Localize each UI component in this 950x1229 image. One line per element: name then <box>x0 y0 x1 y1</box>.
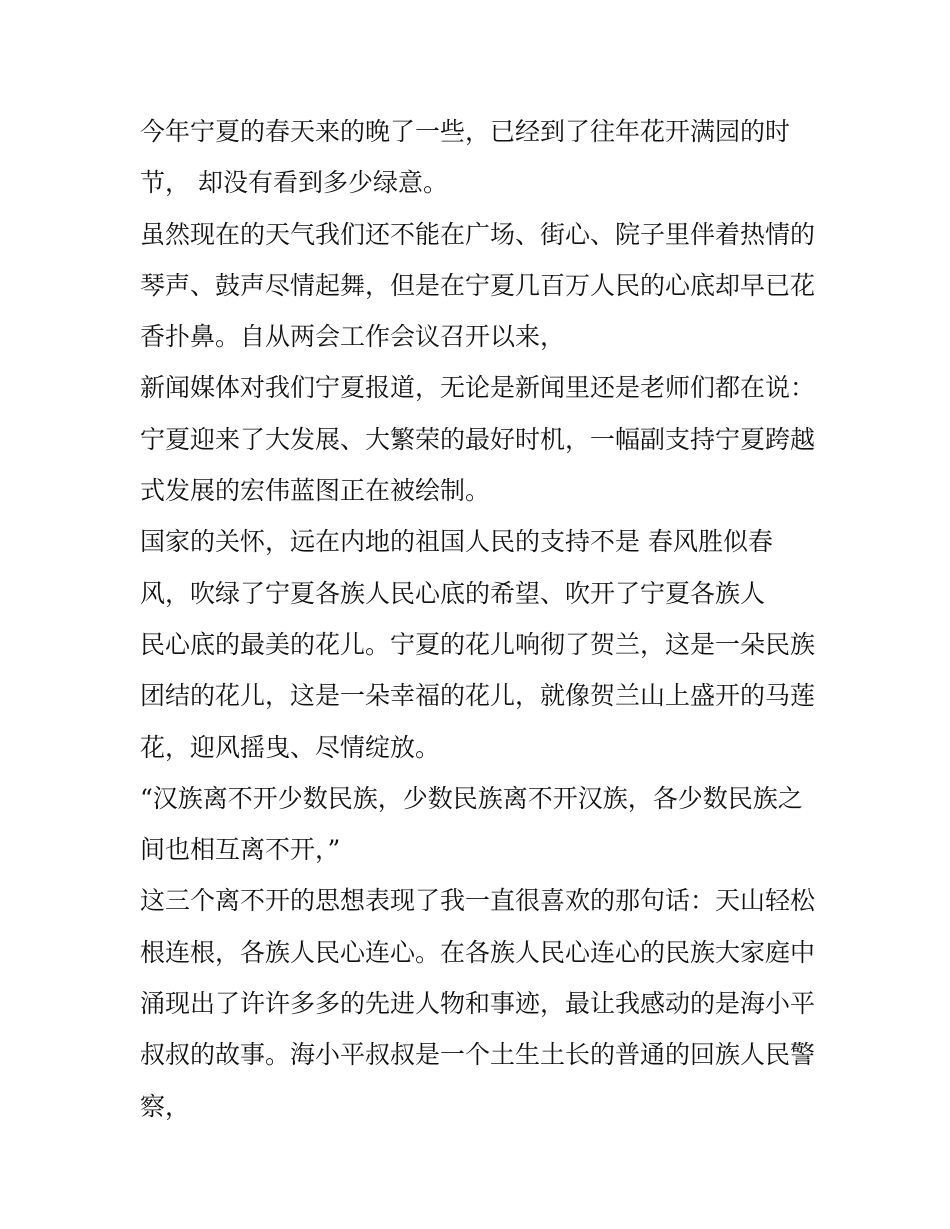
text-line: 根连根，各族人民心连心。在各族人民心连心的民族大家庭中 <box>140 937 816 967</box>
text-line: 涌现出了许许多多的先进人物和事迹，最让我感动的是海小平 <box>140 989 816 1019</box>
text-line: 国家的关怀，远在内地的祖国人民的支持不是 春风胜似春 <box>140 527 773 557</box>
text-line: 花，迎风摇曳、尽情绽放。 <box>140 732 441 762</box>
document-body <box>140 106 830 1132</box>
text-line: 宁夏迎来了大发展、大繁荣的最好时机，一幅副支持宁夏跨越 <box>140 424 816 454</box>
text-line: 琴声、鼓声尽情起舞，但是在宁夏几百万人民的心底却早已花 <box>140 270 816 300</box>
text-line: 间也相互离不开，” <box>140 835 341 865</box>
text-line: 今年宁夏的春天来的晚了一些，已经到了往年花开满园的时 <box>140 117 791 146</box>
text-line: 式发展的宏伟蓝图正在被绘制。 <box>140 476 491 506</box>
text-line: 虽然现在的天气我们还不能在广场、街心、院子里伴着热情的 <box>140 219 816 249</box>
text-line: 新闻媒体对我们宁夏报道，无论是新闻里还是老师们都在说： <box>140 373 816 403</box>
text-line: 民心底的最美的花儿。宁夏的花儿响彻了贺兰，这是一朵民族 <box>140 629 816 659</box>
text-line: 察， <box>140 1091 191 1121</box>
text-line: 叔叔的故事。海小平叔叔是一个土生土长的普通的回族人民警 <box>140 1040 816 1070</box>
text-line: 这三个离不开的思想表现了我一直很喜欢的那句话：天山轻松 <box>140 886 816 916</box>
text-line: 香扑鼻。自从两会工作会议召开以来， <box>140 322 566 352</box>
text-line: 团结的花儿，这是一朵幸福的花儿，就像贺兰山上盛开的马莲 <box>140 681 816 711</box>
text-line: “汉族离不开少数民族，少数民族离不开汉族，各少数民族之 <box>140 783 803 813</box>
text-line: 节， 却没有看到多少绿意。 <box>140 168 448 198</box>
text-line: 风，吹绿了宁夏各族人民心底的希望、吹开了宁夏各族人 <box>140 578 766 608</box>
